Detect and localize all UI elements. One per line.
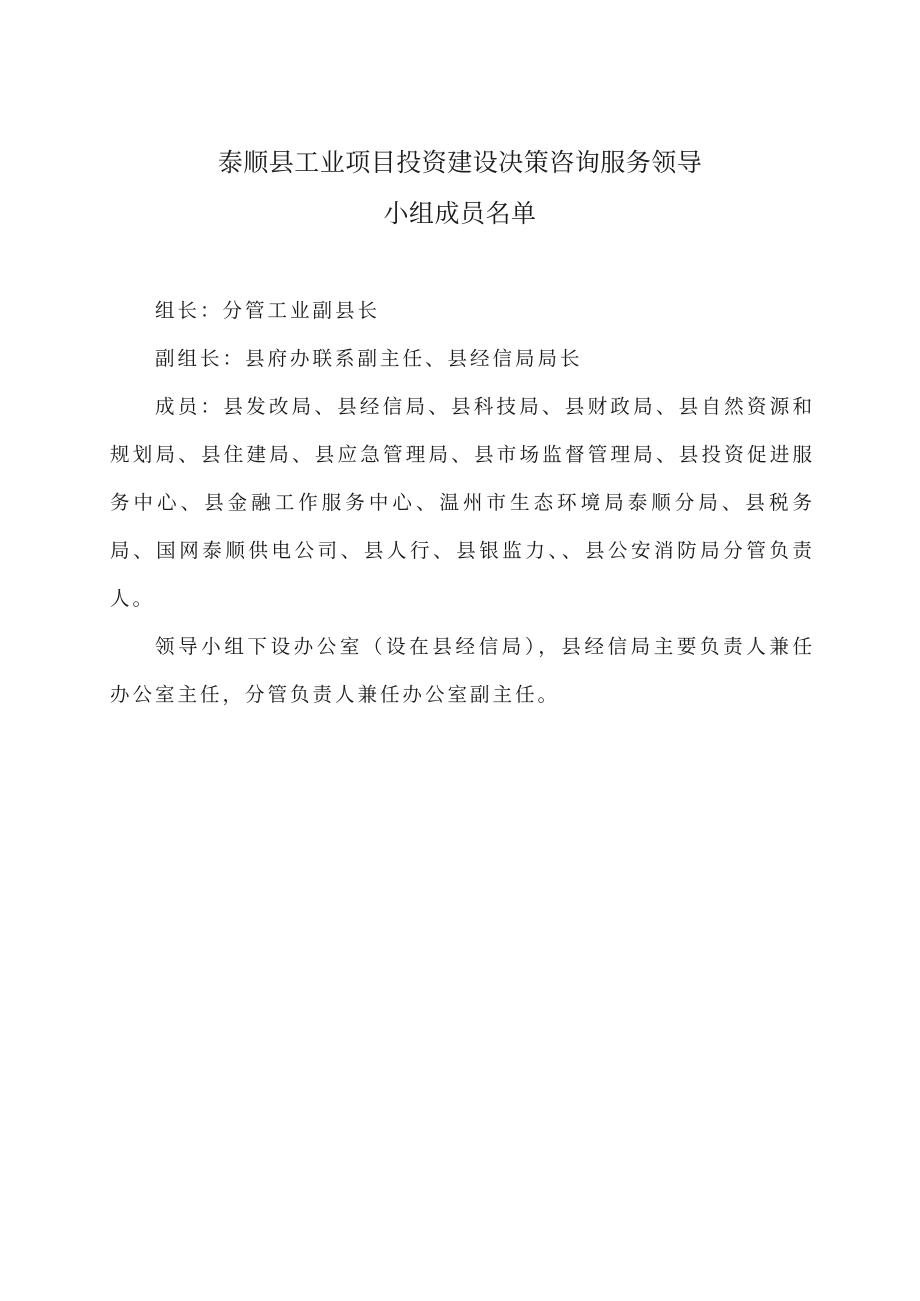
office-paragraph: 领导小组下设办公室（设在县经信局），县经信局主要负责人兼任办公室主任，分管负责人兼任办公室副主任。: [110, 635, 815, 706]
leader-paragraph: 组长：分管工业副县长: [155, 299, 381, 322]
members-paragraph: 成员：县发改局、县经信局、县科技局、县财政局、县自然资源和规划局、县住建局、县应急管理局、县市场监督管理局、县投资促进服务中心、县金融工作服务中心、温州市生态环境局泰顺分局、县税务局、国网泰顺供电公司、县人行、县银监力、、县公安消防局分管负责人。: [110, 395, 815, 610]
document-title-line-1: 泰顺县工业项目投资建设决策咨询服务领导: [217, 148, 703, 177]
document-title-line-2: 小组成员名单: [383, 199, 537, 228]
document-body: [110, 287, 815, 719]
deputy-leader-paragraph: 副组长：县府办联系副主任、县经信局局长: [155, 347, 583, 370]
